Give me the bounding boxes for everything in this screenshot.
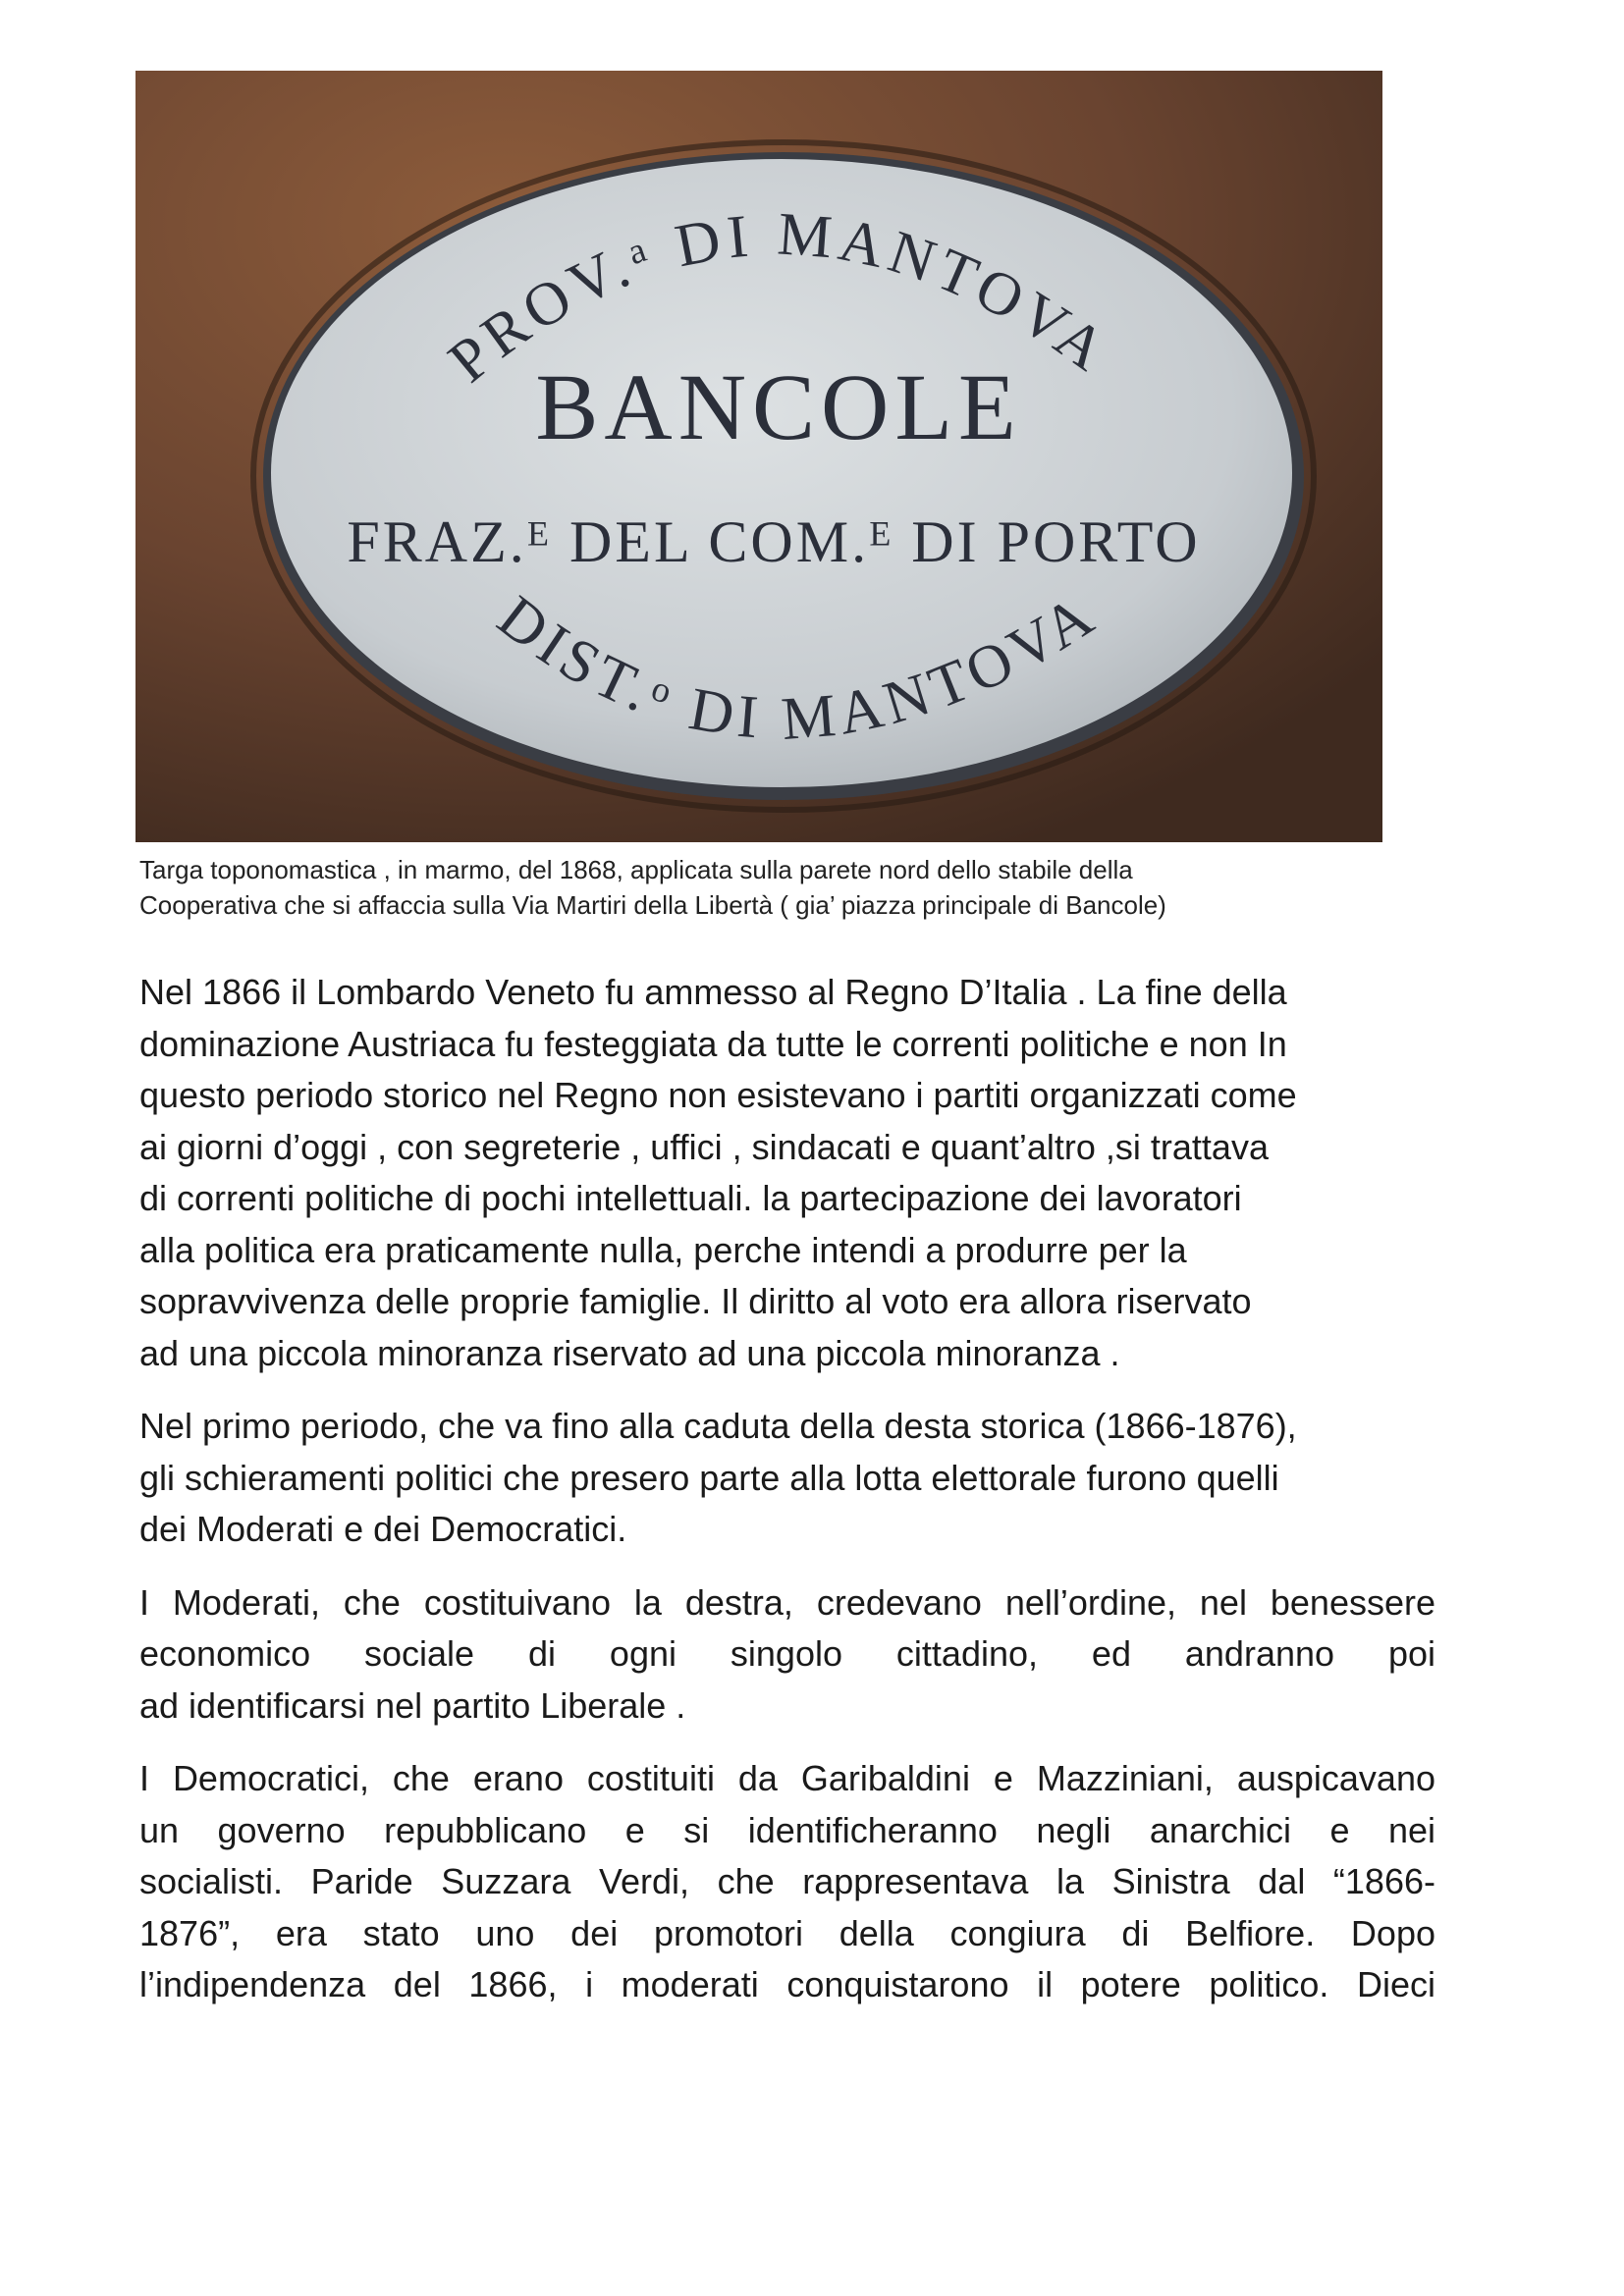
text-line: Nel primo periodo, che va fino alla caduta della desta storica (1866-1876), — [139, 1406, 1297, 1446]
paragraph-2 — [139, 1401, 1435, 1556]
paragraph-1 — [139, 967, 1435, 1379]
text-line: Nel 1866 il Lombardo Veneto fu ammesso al Regno D’Italia . La fine della — [139, 972, 1287, 1012]
text-line: I Democratici, che erano costituiti da Garibaldini e Mazziniani, auspicavano — [139, 1758, 1435, 1798]
text-line: un governo repubblicano e si identificheranno negli anarchici e nei — [139, 1809, 1435, 1850]
text-line: alla politica era praticamente nulla, perche intendi a produrre per la — [139, 1229, 1187, 1270]
plaque-line-4: DIST.ᵒ DI MANTOVA — [485, 579, 1110, 754]
plaque-photo — [135, 71, 1382, 842]
caption-line: Targa toponomastica , in marmo, del 1868, applicata sulla parete nord dello stabile della — [139, 855, 1133, 884]
text-line: ai giorni d’oggi , con segreterie , uffici , sindacati e quant’altro ,si trattava — [139, 1126, 1269, 1167]
plaque-line-2: BANCOLE — [535, 354, 1022, 459]
text-line: ad identificarsi nel partito Liberale . — [139, 1684, 686, 1726]
article-body — [139, 967, 1435, 2033]
text-line: dominazione Austriaca fu festeggiata da tutte le correnti politiche e non In — [139, 1023, 1287, 1064]
photo-caption — [139, 852, 1494, 923]
caption-line: Cooperativa che si affaccia sulla Via Martiri della Libertà ( gia’ piazza principale di Bancole) — [139, 890, 1166, 920]
text-line: dei Moderati e dei Democratici. — [139, 1509, 627, 1549]
paragraph-4 — [139, 1753, 1435, 2011]
text-line: sopravvivenza delle proprie famiglie. Il diritto al voto era allora riservato — [139, 1281, 1252, 1321]
plaque-line-3: FRAZ.ᴱ DEL COM.ᴱ DI PORTO — [347, 509, 1201, 574]
text-line: 1876”, era stato uno dei promotori della congiura di Belfiore. Dopo — [139, 1912, 1435, 1953]
plaque-line-1: PROV.ᵃ DI MANTOVA — [436, 200, 1122, 396]
text-line: I Moderati, che costituivano la destra, credevano nell’ordine, nel benessere — [139, 1581, 1435, 1623]
plaque-illustration — [135, 71, 1382, 842]
text-line: l’indipendenza del 1866, i moderati conquistarono il potere politico. Dieci — [139, 1964, 1435, 2004]
text-line: ad una piccola minoranza riservato ad una piccola minoranza . — [139, 1332, 1120, 1373]
paragraph-3 — [139, 1577, 1435, 1733]
text-line: gli schieramenti politici che presero parte alla lotta elettorale furono quelli — [139, 1457, 1279, 1498]
text-line: questo periodo storico nel Regno non esistevano i partiti organizzati come — [139, 1075, 1297, 1115]
text-line: socialisti. Paride Suzzara Verdi, che rappresentava la Sinistra dal “1866- — [139, 1861, 1435, 1901]
text-line: economico sociale di ogni singolo cittadino, ed andranno poi — [139, 1633, 1435, 1674]
text-line: di correnti politiche di pochi intellettuali. la partecipazione dei lavoratori — [139, 1178, 1242, 1218]
